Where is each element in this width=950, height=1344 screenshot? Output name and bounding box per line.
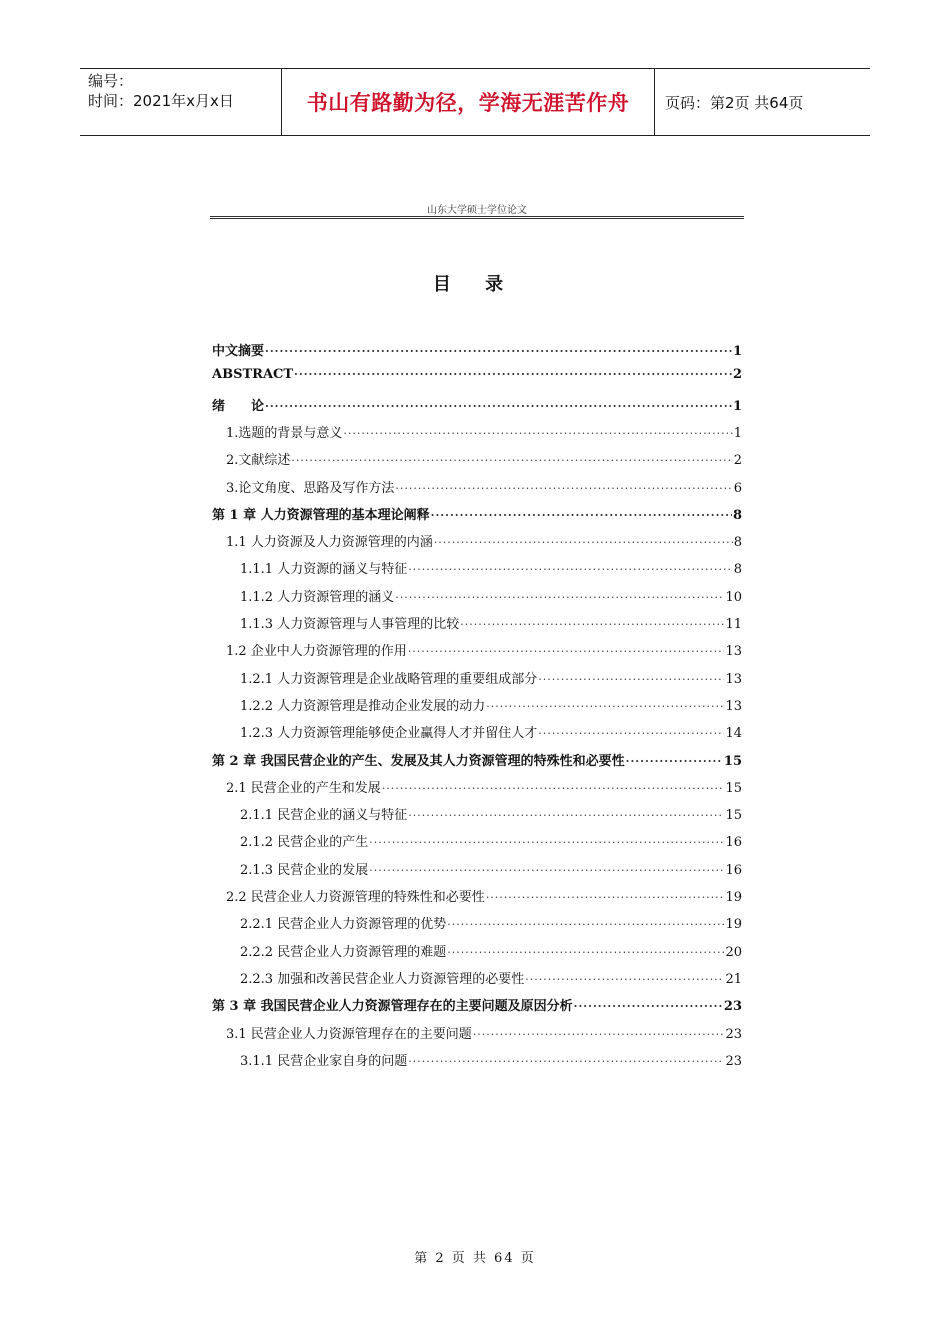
toc-entry[interactable]	[226, 777, 742, 797]
toc-entry-page: 13	[725, 644, 742, 659]
toc-entry-label: 2.2 民营企业人力资源管理的特殊性和必要性	[226, 890, 485, 905]
toc-entry[interactable]	[212, 340, 742, 360]
toc-leader-dots	[408, 563, 733, 576]
running-head-rule	[210, 216, 744, 219]
toc-leader-dots	[486, 891, 725, 904]
toc-entry-page: 1	[733, 426, 742, 441]
toc-leader-dots	[382, 782, 725, 795]
toc-entry-page: 2	[732, 367, 742, 382]
toc-entry-page: 15	[725, 808, 742, 823]
toc-entry-label: 3.论文角度、思路及写作方法	[226, 481, 395, 496]
page-footer: 第 2 页 共 64 页	[414, 1251, 536, 1266]
toc-entry-label: 2.1.2 民营企业的产生	[240, 835, 369, 850]
toc-entry-label: 第 1 章 人力资源管理的基本理论阐释	[212, 508, 430, 523]
number-label: 编号：	[88, 72, 134, 90]
toc-leader-dots	[434, 536, 733, 549]
toc-entry-page: 13	[725, 699, 742, 714]
toc-entry-label: ABSTRACT	[212, 367, 294, 382]
toc-entry[interactable]	[240, 613, 742, 633]
toc-entry-page: 21	[725, 972, 742, 987]
toc-leader-dots	[525, 973, 724, 986]
toc-entry-label: 1.1.2 人力资源管理的涵义	[240, 590, 395, 605]
toc-entry-label: 2.2.3 加强和改善民营企业人力资源管理的必要性	[240, 972, 525, 987]
toc-entry[interactable]	[212, 504, 742, 524]
header-slogan: 书山有路勤为径，学海无涯苦作舟	[282, 69, 655, 135]
toc-entry[interactable]	[240, 1050, 742, 1070]
toc-entry[interactable]	[240, 968, 742, 988]
toc-entry-label: 1.1.1 人力资源的涵义与特征	[240, 562, 408, 577]
toc-leader-dots	[369, 836, 724, 849]
toc-entry[interactable]	[212, 367, 742, 387]
toc-entry[interactable]	[226, 1023, 742, 1043]
toc-entry[interactable]	[240, 831, 742, 851]
toc-entry-label: 中文摘要	[212, 344, 265, 359]
toc-entry-label: 2.2.1 民营企业人力资源管理的优势	[240, 917, 447, 932]
toc-entry-page: 1	[732, 344, 742, 359]
running-head: 山东大学硕士学位论文	[427, 205, 527, 216]
toc-entry[interactable]	[240, 695, 742, 715]
toc-leader-dots	[538, 673, 724, 686]
toc-entry[interactable]	[240, 859, 742, 879]
toc-entry[interactable]	[226, 886, 742, 906]
toc-leader-dots	[343, 427, 732, 440]
toc-entry[interactable]	[212, 995, 742, 1015]
toc-leader-dots	[473, 1028, 725, 1041]
toc-leader-dots	[626, 755, 723, 768]
toc-leader-dots	[460, 618, 724, 631]
toc-leader-dots	[294, 368, 732, 381]
toc-entry-label: 3.1.1 民营企业家自身的问题	[240, 1054, 408, 1069]
toc-entry[interactable]	[240, 804, 742, 824]
toc-title: 目 录	[432, 274, 518, 295]
toc-leader-dots	[265, 345, 732, 358]
toc-entry-page: 23	[725, 1054, 742, 1069]
toc-entry-label: 绪 论	[212, 399, 265, 414]
toc-leader-dots	[265, 400, 732, 413]
toc-entry-page: 14	[725, 726, 742, 741]
toc-entry-page: 8	[732, 508, 742, 523]
toc-entry-page: 19	[725, 890, 742, 905]
toc-leader-dots	[538, 727, 724, 740]
toc-entry[interactable]	[212, 750, 742, 770]
toc-leader-dots	[431, 509, 732, 522]
toc-entry-label: 3.1 民营企业人力资源管理存在的主要问题	[226, 1027, 472, 1042]
toc-leader-dots	[447, 946, 724, 959]
toc-entry-page: 10	[725, 590, 742, 605]
toc-entry-label: 1.2.2 人力资源管理是推动企业发展的动力	[240, 699, 486, 714]
toc-entry-page: 2	[733, 453, 742, 468]
toc-entry-label: 第 2 章 我国民营企业的产生、发展及其人力资源管理的特殊性和必要性	[212, 754, 625, 769]
toc-leader-dots	[408, 1055, 724, 1068]
toc-entry[interactable]	[226, 422, 742, 442]
toc-entry-page: 23	[723, 999, 742, 1014]
toc-entry-label: 2.1 民营企业的产生和发展	[226, 781, 381, 796]
toc-entry-label: 1.选题的背景与意义	[226, 426, 343, 441]
toc-entry-page: 15	[723, 754, 742, 769]
toc-leader-dots	[408, 809, 724, 822]
toc-entry-label: 1.1 人力资源及人力资源管理的内涵	[226, 535, 433, 550]
toc-entry-page: 13	[725, 672, 742, 687]
toc-leader-dots	[395, 591, 724, 604]
date-label: 时间：2021年x月x日	[88, 92, 234, 110]
toc-leader-dots	[447, 918, 724, 931]
toc-entry[interactable]	[226, 640, 742, 660]
toc-entry-label: 1.2.3 人力资源管理能够使企业赢得人才并留住人才	[240, 726, 538, 741]
toc-leader-dots	[486, 700, 724, 713]
toc-entry-page: 6	[733, 481, 742, 496]
toc-leader-dots	[395, 482, 732, 495]
toc-entry[interactable]	[212, 395, 742, 415]
toc-entry[interactable]	[226, 531, 742, 551]
toc-leader-dots	[408, 645, 725, 658]
toc-entry-page: 23	[725, 1027, 742, 1042]
toc-entry-label: 第 3 章 我国民营企业人力资源管理存在的主要问题及原因分析	[212, 999, 573, 1014]
toc-entry[interactable]	[240, 558, 742, 578]
toc-entry-page: 20	[725, 945, 742, 960]
toc-entry-label: 1.2 企业中人力资源管理的作用	[226, 644, 407, 659]
toc-entry-page: 1	[732, 399, 742, 414]
toc-entry-label: 2.1.3 民营企业的发展	[240, 863, 369, 878]
toc-leader-dots	[291, 454, 732, 467]
toc-entry-label: 2.2.2 民营企业人力资源管理的难题	[240, 945, 447, 960]
toc-entry-page: 16	[725, 835, 742, 850]
toc-entry-label: 2.文献综述	[226, 453, 291, 468]
toc-leader-dots	[369, 864, 724, 877]
toc-entry-page: 11	[725, 617, 742, 632]
toc-entry[interactable]	[240, 668, 742, 688]
toc-entry[interactable]	[226, 449, 742, 469]
header-page-info: 页码：第2页 共64页	[665, 93, 804, 112]
toc-entry-label: 2.1.1 民营企业的涵义与特征	[240, 808, 408, 823]
toc-entry[interactable]	[226, 477, 742, 497]
toc-entry[interactable]	[240, 941, 742, 961]
header-meta	[80, 69, 282, 135]
toc-entry-page: 16	[725, 863, 742, 878]
toc-leader-dots	[574, 1000, 723, 1013]
toc-entry-page: 8	[733, 562, 742, 577]
toc-entry-label: 1.2.1 人力资源管理是企业战略管理的重要组成部分	[240, 672, 538, 687]
toc-entry[interactable]	[240, 913, 742, 933]
toc-entry-page: 8	[733, 535, 742, 550]
toc-entry[interactable]	[240, 722, 742, 742]
toc-entry[interactable]	[240, 586, 742, 606]
toc-entry-label: 1.1.3 人力资源管理与人事管理的比较	[240, 617, 460, 632]
document-header	[80, 68, 870, 136]
toc-entry-page: 19	[725, 917, 742, 932]
toc-entry-page: 15	[725, 781, 742, 796]
